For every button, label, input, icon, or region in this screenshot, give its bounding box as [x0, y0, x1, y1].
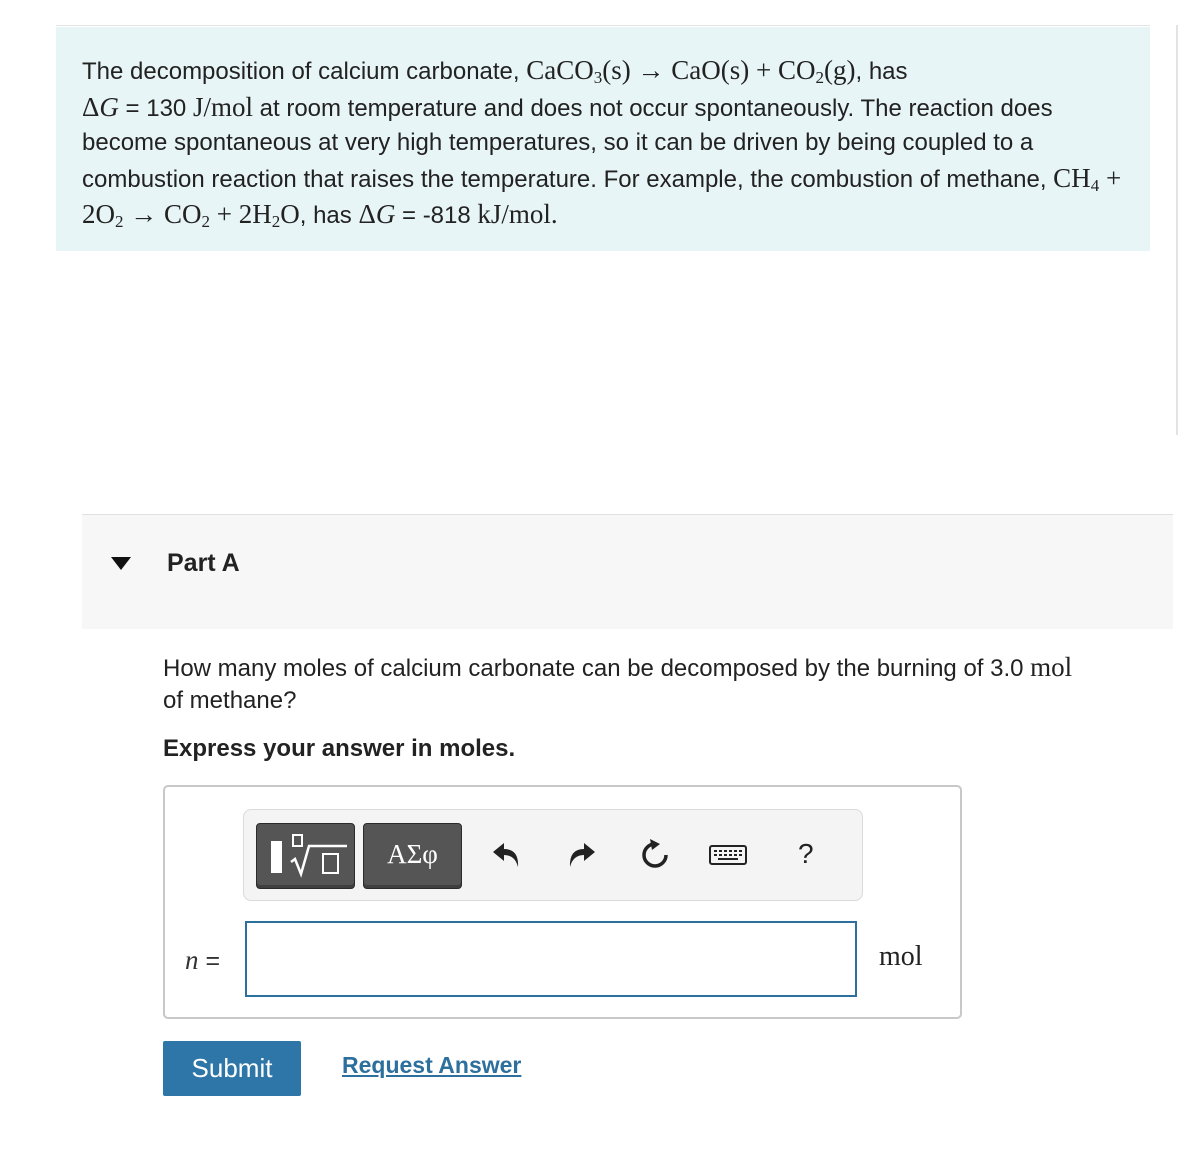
problem-intro: The decomposition of calcium carbonate, CaCO$_3$(s) → $CaO(s) + CO_2(g)$, has ΔG = 130 J/mol at room temperature and does not occur spontaneously. The reaction does become spontaneous at very high temperatures, so it can be driven by being coupled to a combustion reaction that raises the temperature. For example, the combustion of methane, $CH_4 + 2O_2 \to CO_2 + 2H_2O$, has ΔG = -818 kJ/mol.	[56, 27, 1150, 251]
right-divider	[1176, 25, 1178, 435]
question-unit: mol	[1030, 652, 1073, 682]
collapse-caret-icon[interactable]	[111, 557, 131, 570]
help-button[interactable]: ?	[798, 838, 814, 869]
delta-g-2: ΔG	[358, 199, 396, 229]
intro-text-2: , has	[855, 58, 908, 85]
greek-symbols-label: ΑΣφ	[387, 839, 438, 869]
undo-icon[interactable]	[490, 838, 524, 872]
delta-g-2-value: -818	[422, 202, 471, 229]
answer-instruction: Express your answer in moles.	[163, 735, 516, 762]
answer-box	[163, 785, 962, 1019]
answer-unit: mol	[879, 941, 923, 972]
part-a-header[interactable]	[82, 514, 1173, 629]
delta-g-1-unit: J/mol	[192, 91, 253, 122]
intro-text-4: , has	[299, 202, 352, 229]
intro-text-1: The decomposition of calcium carbonate,	[82, 58, 520, 85]
reaction-1: CaCO$_3$(s) → $CaO(s) + CO_2(g)$	[526, 55, 856, 87]
request-answer-link[interactable]: Request Answer	[342, 1052, 522, 1078]
answer-input[interactable]	[245, 921, 857, 997]
question-text: How many moles of calcium carbonate can be decomposed by the burning of 3.0 mol of methane?	[163, 652, 1073, 714]
delta-g-1: ΔG	[82, 91, 119, 122]
keyboard-icon[interactable]	[708, 838, 748, 872]
part-title: Part A	[167, 549, 240, 577]
reset-icon[interactable]	[638, 838, 672, 872]
variable-label: n =	[185, 945, 221, 975]
submit-button[interactable]: Submit	[163, 1041, 301, 1096]
math-toolbar	[243, 809, 863, 901]
redo-icon[interactable]	[564, 838, 598, 872]
top-divider	[56, 25, 1150, 26]
delta-g-2-unit: kJ/mol.	[477, 199, 558, 229]
delta-g-1-value: 130	[146, 94, 187, 122]
templates-icon	[257, 824, 356, 890]
reaction-2: $CH_4 + 2O_2 \to CO_2 + 2H_2O$	[82, 162, 1122, 231]
templates-button[interactable]	[256, 823, 355, 889]
greek-symbols-button[interactable]	[363, 823, 462, 889]
intro-text-3: at room temperature and does not occur spontaneously. The reaction does become spontaneous at very high temperatures, so it can be driven by being coupled to a combustion reaction that raises the temperature. For example, the combustion of methane,	[82, 94, 1053, 193]
